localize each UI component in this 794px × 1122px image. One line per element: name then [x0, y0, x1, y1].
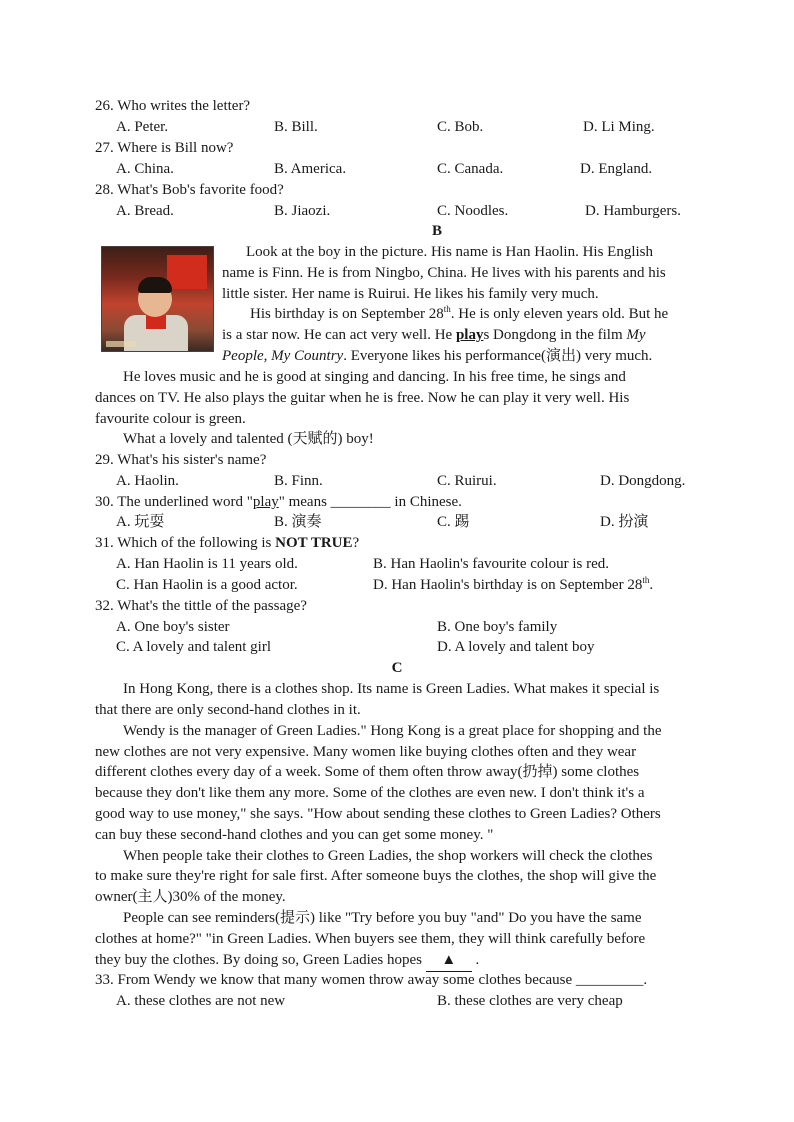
c-p2-line6: can buy these second-hand clothes and you can get some money. "	[95, 827, 494, 843]
q27-option-b: B. America.	[274, 161, 347, 177]
c-p3-line1: When people take their clothes to Green Ladies, the shop workers will check the clothes	[123, 848, 653, 864]
flag-shape	[167, 255, 207, 289]
b-p1-line3: little sister. Her name is Ruirui. He likes his family very much.	[222, 286, 599, 302]
c-p2-line3: different clothes every day of a week. Some of them often throw away(扔掉) some clothes	[95, 764, 640, 780]
c-p3-line2: to make sure they're right for sale first. After someone buys the clothes, the shop will give the	[95, 868, 657, 884]
q31-option-c: C. Han Haolin is a good actor.	[116, 577, 298, 593]
b-p4: What a lovely and talented (天赋的) boy!	[123, 431, 374, 447]
q28-option-b: B. Jiaozi.	[274, 203, 331, 219]
q29-option-b: B. Finn.	[274, 473, 323, 489]
q31-option-b: B. Han Haolin's favourite colour is red.	[373, 556, 609, 572]
section-c-heading: C	[391, 660, 403, 676]
q27-option-c: C. Canada.	[437, 161, 504, 177]
q26-option-d: D. Li Ming.	[583, 119, 655, 135]
q33-stem: 33. From Wendy we know that many women throw away some clothes because _________.	[95, 972, 648, 988]
c-p4-line1: People can see reminders(提示) like "Try before you buy "and" Do you have the same	[123, 910, 642, 926]
q32-stem: 32. What's the tittle of the passage?	[95, 598, 307, 614]
q31-stem: 31. Which of the following is NOT TRUE?	[95, 535, 360, 551]
q30-stem: 30. The underlined word "play" means ________ in Chinese.	[95, 494, 462, 510]
q30-option-c: C. 踢	[437, 514, 470, 530]
q29-option-c: C. Ruirui.	[437, 473, 497, 489]
q32-option-d: D. A lovely and talent boy	[437, 639, 595, 655]
c-p2-line4: because they don't like them any more. Some of the clothes are even new. I don't think it's a	[95, 785, 645, 801]
q33-option-a: A. these clothes are not new	[116, 993, 286, 1009]
answer-blank	[426, 950, 472, 972]
q27-option-d: D. England.	[580, 161, 653, 177]
q29-option-d: D. Dongdong.	[600, 473, 686, 489]
q33-option-b: B. these clothes are very cheap	[437, 993, 623, 1009]
q30-option-b: B. 演奏	[274, 514, 322, 530]
q26-option-c: C. Bob.	[437, 119, 484, 135]
boy-photo	[101, 246, 214, 352]
c-p1-line1: In Hong Kong, there is a clothes shop. Its name is Green Ladies. What makes it special is	[123, 681, 660, 697]
b-p3-line3: favourite colour is green.	[95, 411, 246, 427]
b-p1-line1: Look at the boy in the picture. His name is Han Haolin. His English	[246, 244, 654, 260]
q29-option-a: A. Haolin.	[116, 473, 179, 489]
q28-option-d: D. Hamburgers.	[585, 203, 681, 219]
triangle-icon: ▲	[441, 952, 457, 968]
q30-option-a: A. 玩耍	[116, 514, 165, 530]
q31-option-a: A. Han Haolin is 11 years old.	[116, 556, 298, 572]
q28-option-a: A. Bread.	[116, 203, 174, 219]
underlined-word-play: play	[455, 327, 484, 343]
q31-option-d: D. Han Haolin's birthday is on September 28th.	[373, 575, 654, 593]
c-p3-line3: owner(主人)30% of the money.	[95, 889, 286, 905]
c-p4-line2: clothes at home?" "in Green Ladies. When buyers see them, they will think carefully before	[95, 931, 646, 947]
b-p1-line2: name is Finn. He is from Ningbo, China. He lives with his parents and his	[222, 265, 666, 281]
q27-stem: 27. Where is Bill now?	[95, 140, 234, 156]
q27-option-a: A. China.	[116, 161, 174, 177]
c-p2-line1: Wendy is the manager of Green Ladies." Hong Kong is a great place for shopping and the	[123, 723, 662, 739]
b-p2-line1: His birthday is on September 28th. He is only eleven years old. But he	[250, 304, 669, 322]
q29-stem: 29. What's his sister's name?	[95, 452, 267, 468]
q28-option-c: C. Noodles.	[437, 203, 509, 219]
c-p1-line2: that there are only second-hand clothes in it.	[95, 702, 361, 718]
b-p2-line2: is a star now. He can act very well. He plays Dongdong in the film My	[222, 327, 646, 343]
q32-option-a: A. One boy's sister	[116, 619, 230, 635]
c-p2-line2: new clothes are not very expensive. Many women like buying clothes often and they wear	[95, 744, 637, 760]
q26-option-a: A. Peter.	[116, 119, 169, 135]
q28-stem: 28. What's Bob's favorite food?	[95, 182, 284, 198]
b-p3-line1: He loves music and he is good at singing and dancing. In his free time, he sings and	[123, 369, 626, 385]
c-p2-line5: good way to use money," she says. "How about sending these clothes to Green Ladies? Others	[95, 806, 661, 822]
q32-option-c: C. A lovely and talent girl	[116, 639, 271, 655]
q26-option-b: B. Bill.	[274, 119, 318, 135]
q26-stem: 26. Who writes the letter?	[95, 98, 251, 114]
q32-option-b: B. One boy's family	[437, 619, 558, 635]
q30-option-d: D. 扮演	[600, 514, 649, 530]
b-p2-line3: People, My Country. Everyone likes his performance(演出) very much.	[222, 348, 653, 364]
c-p4-line3: they buy the clothes. By doing so, Green Ladies hopes ▲ .	[95, 950, 479, 972]
section-b-heading: B	[432, 223, 443, 239]
b-p3-line2: dances on TV. He also plays the guitar when he is free. Now he can play it very well. His	[95, 390, 630, 406]
